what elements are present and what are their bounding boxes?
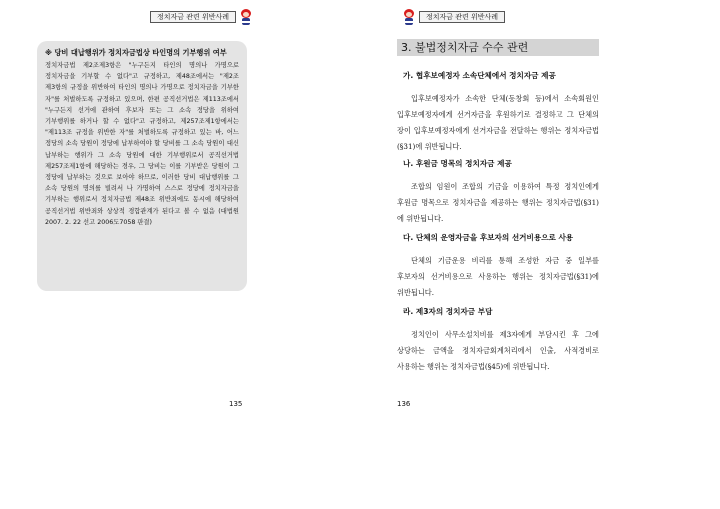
right-running-header: [402, 8, 505, 26]
subheading-ra: 라. 제3자의 정치자금 부담: [403, 307, 493, 316]
mascot-icon: [239, 9, 253, 26]
subheading-na: 나. 후원금 명목의 정치자금 제공: [403, 159, 512, 168]
right-running-title: 정치자금 관련 위반사례: [419, 11, 505, 23]
left-page-number: 135: [229, 400, 243, 408]
paragraph-na: 조합의 임원이 조합의 기금을 이용하여 특정 정치인에게 후원금 명목으로 정치자금을 제공하는 행위는 정치자금법(§31)에 위반됩니다.: [397, 182, 599, 223]
case-note-box: [37, 41, 247, 291]
case-note-title: ※ 당비 대납행위가 정치자금법상 타인명의 기부행위 여부: [45, 48, 227, 57]
left-running-header: [150, 8, 253, 26]
section-title: 3. 불법정치자금 수수 관련: [397, 39, 599, 56]
right-page-number: 136: [397, 400, 411, 408]
paragraph-ga: 입후보예정자가 소속한 단체(동창회 등)에서 소속회원인 입후보예정자에게 선거자금을 후원하기로 결정하고 그 단체의 장이 입후보예정자에게 선거자금을 전달하는 행위는 정치자금법(§31)에 위반됩니다.: [397, 94, 599, 151]
paragraph-da: 단체의 기금운용 비리를 통해 조성한 자금 중 일부를 후보자의 선거비용으로 사용하는 행위는 정치자금법(§31)에 위반됩니다.: [397, 256, 599, 297]
left-running-title: 정치자금 관련 위반사례: [150, 11, 236, 23]
paragraph-ra: 정치인이 사무소설치비를 제3자에게 부담시킨 후 그에 상당하는 금액을 정치자금회계처리에서 인출, 사적경비로 사용하는 행위는 정치자금법(§45)에 위반됩니다.: [397, 330, 599, 371]
case-note-body: 정치자금법 제2조제3항은 "누구든지 타인의 명의나 가명으로 정치자금을 기부할 수 없다"고 규정하고, 제48조에서는 "제2조 제3항의 규정을 위반하여 타인의 명의나 가명으로 정치자금을 기부한 자"를 처벌하도록 규정하고 있으며, 한편 공직선거법은 제113조에서 "누구든지 선거에 관하여 후보자 또는 그 소속 정당을 위하여 기부행위를 하거나 할 수 없다"고 규정하고, 제257조제1항에서는 "제113조 규정을 위반한 자"를 처벌하도록 규정하고 있는 바, 어느 정당의 소속 당원이 정당에 납부하여야 할 당비를 그 소속 당원이 대신 납부하는 행위가 그 소속 당원에 대한 기부행위로서 공직선거법 제257조제1항에 해당하는 경우, 그 당비는 이를 기부받은 당원이 그 정당에 납부하는 것으로 보아야 하므로, 이러한 당비 대납행위를 그 소속 당원의 명의를 빌려서 나 가명하여 스스로 정당에 정치자금을 기부하는 행위로서 정치자금법 제48조 위반죄에도 동시에 해당하여 공직선거법 위반죄와 상상적 경합관계가 된다고 볼 수 없음 (대법원 2007. 2. 22 선고 2006도7058 판결): [45, 62, 239, 226]
subheading-ga: 가. 협후보예정자 소속단체에서 정치자금 제공: [403, 71, 556, 80]
subheading-da: 다. 단체의 운영자금을 후보자의 선거비용으로 사용: [403, 233, 574, 242]
mascot-icon: [402, 9, 416, 26]
